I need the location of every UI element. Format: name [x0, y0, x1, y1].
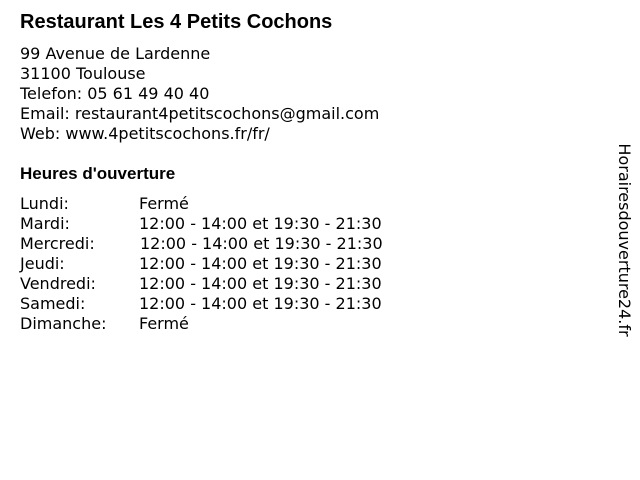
day-label: Samedi:	[20, 294, 86, 313]
time-value: Fermé	[139, 314, 189, 333]
time-value: 12:00 - 14:00 et 19:30 - 21:30	[139, 214, 382, 233]
email-line: Email: restaurant4petitscochons@gmail.com	[20, 104, 380, 123]
restaurant-name: Restaurant Les 4 Petits Cochons	[20, 11, 333, 33]
day-label: Jeudi:	[20, 254, 65, 273]
website-line: Web: www.4petitscochons.fr/fr/	[20, 124, 270, 143]
day-label: Mardi:	[20, 214, 70, 233]
time-value: 12:00 - 14:00 et 19:30 - 21:30	[139, 294, 382, 313]
time-value: 12:00 - 14:00 et 19:30 - 21:30	[139, 254, 382, 273]
contact-block	[20, 44, 379, 144]
day-label: Dimanche:	[20, 314, 107, 333]
time-value: Fermé	[139, 194, 189, 213]
opening-hours-heading: Heures d'ouverture	[20, 164, 176, 183]
postal-city: 31100 Toulouse	[20, 64, 146, 83]
time-value: 12:00 - 14:00 et 19:30 - 21:30	[139, 274, 382, 293]
day-label: Lundi:	[20, 194, 69, 213]
site-watermark: Horairesdouverture24.fr	[615, 143, 634, 337]
phone-line: Telefon: 05 61 49 40 40	[20, 84, 210, 103]
day-label: Vendredi:	[20, 274, 96, 293]
day-label: Mercredi:	[20, 234, 95, 253]
street-address: 99 Avenue de Lardenne	[20, 44, 211, 63]
time-value: 12:00 - 14:00 et 19:30 - 21:30	[140, 234, 383, 253]
